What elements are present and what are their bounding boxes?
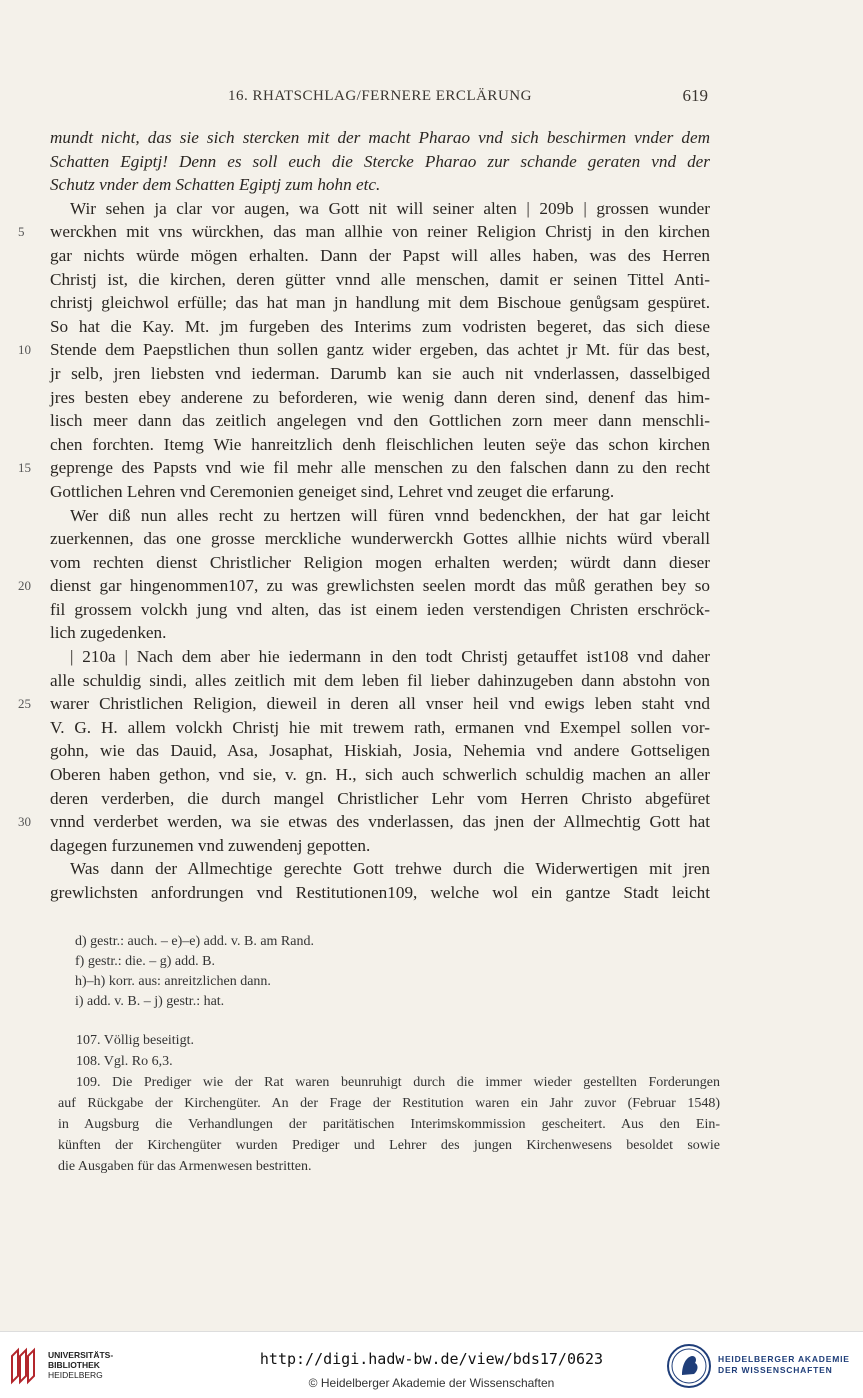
text-line [50, 362, 710, 386]
text-line [50, 763, 710, 787]
text-line [18, 692, 710, 716]
academy-seal-icon [666, 1343, 712, 1389]
line-number: 30 [18, 814, 31, 830]
text-line [50, 551, 710, 575]
text-line [50, 834, 710, 858]
line-text: jr selb, jren liebsten vnd iederman. Darumb kan sie auch nit vnderlassen, dasselbiged [50, 363, 710, 383]
line-text: gohn, wie das Dauid, Asa, Josaphat, Hiskiah, Josia, Nehemia vnd andere Gottseligen [50, 741, 710, 761]
textual-apparatus [75, 932, 715, 1012]
line-text: Wer diß nun alles recht zu hertzen will füren vnnd bedenckhen, der hat gar leicht [70, 505, 710, 525]
text-line [50, 881, 710, 905]
line-text: Oberen haben gethon, vnd sie, v. gn. H., sich auch schwerlich schuldig machen an aller [50, 765, 710, 785]
text-line [18, 810, 710, 834]
line-text: Schatten Egiptj! Denn es soll euch die Stercke Pharao zur schande geraten vnd der [50, 151, 710, 171]
line-text: lisch meer dann das zeitlich angelegen vnd den Gottlichen zorn meer dann menschli- [50, 411, 710, 431]
line-text: deren verderben, die durch mangel Christlicher Lehr vom Herren Christo abgefüret [50, 788, 710, 808]
page-number: 619 [682, 86, 708, 105]
text-line [50, 409, 710, 433]
text-line [50, 504, 710, 528]
text-line [50, 669, 710, 693]
line-number: 20 [18, 578, 31, 594]
footnote-line: 109. Die Prediger wie der Rat waren beunruhigt durch die immer wieder gestellten Forderungen [76, 1075, 720, 1090]
line-text: fil grossem volckh jung vnd alten, das ist einem ieden verstendigen Christen erschröck- [50, 599, 710, 619]
line-text: mundt nicht, das sie sich stercken mit der macht Pharao vnd sich beschirmen vnder dem [50, 128, 710, 147]
text-line [50, 739, 710, 763]
footnote-line: künften der Kirchengüter wurden Prediger und Lehrer des jungen Kirchenwesens besoldet sowie [58, 1138, 720, 1153]
text-line [50, 386, 710, 410]
text-line [18, 220, 710, 244]
text-line [50, 787, 710, 811]
line-text: Wir sehen ja clar vor augen, wa Gott nit will seiner alten | 209b | grossen wunder [70, 198, 710, 218]
line-text: lich zugedenken. [50, 623, 167, 643]
academy-name: HEIDELBERGER AKADEMIE DER WISSENSCHAFTEN [718, 1354, 850, 1375]
copyright-notice: © Heidelberger Akademie der Wissenschaften [308, 1376, 555, 1390]
line-text: Christj ist, die kirchen, deren gütter vnnd alle menschen, damit er seinen Tittel Anti- [50, 269, 710, 289]
line-text: geprenge des Papsts vnd wie fil mehr alle menschen zu den falschen dann zu den recht [50, 458, 710, 478]
line-text: jres besten ebey anderene zu beforderen, wie wenig dann deren sind, denenf das him- [50, 387, 710, 407]
line-text: Schutz vnder dem Schatten Egiptj zum hohn etc. [50, 175, 381, 195]
line-text: zuerkennen, das one grosse merckliche wunderwerckh Gottes allhie nichts würd vberall [50, 529, 710, 549]
text-line [50, 126, 710, 150]
text-line [18, 574, 710, 598]
line-text: warer Christlichen Religion, dieweil in deren all vnser heil vnd ewigs leben staht vnd [50, 694, 710, 714]
line-text: grewlichsten anfordrungen vnd Restitutionen109, welche wol ein gantze Stadt leicht [50, 883, 710, 902]
apparatus-note: i) add. v. B. – j) gestr.: hat. [75, 994, 225, 1009]
line-text: werckhen mit vns würckhen, das man allhie von reiner Religion Christj in den kirchen [50, 222, 710, 242]
university-library-name: UNIVERSITÄTS- BIBLIOTHEK HEIDELBERG [48, 1350, 114, 1380]
footnote-line: in Augsburg die Verhandlungen der paritätischen Interimskommission gescheitert. Aus den Ein- [58, 1117, 720, 1132]
text-line [50, 150, 710, 174]
text-line [50, 716, 710, 740]
footnote-line: die Ausgaben für das Armenwesen bestritten. [58, 1159, 312, 1174]
text-line [50, 645, 710, 669]
text-line [18, 338, 710, 362]
text-line [18, 456, 710, 480]
line-text: chen forchten. Itemg Wie hanreitzlich denh fleischlichen leuten seÿe das schon kirchen [50, 434, 710, 454]
text-line [50, 244, 710, 268]
line-text: dienst gar hingenommen107, zu was grewlichsten seelen mordt das můß gerathen bey so [50, 576, 710, 596]
text-line [50, 291, 710, 315]
line-number: 10 [18, 342, 31, 358]
line-text: Stende dem Paepstlichen thun sollen gantz wider ergeben, das achtet jr Mt. für das best, [50, 340, 710, 360]
text-line [50, 480, 710, 504]
line-text: vnnd verderbet werden, wa sie etwas des vnderlassen, das jnen der Allmechtig Gott hat [50, 812, 710, 832]
footnote-line: 108. Vgl. Ro 6,3. [76, 1054, 173, 1069]
apparatus-note: h)–h) korr. aus: anreitzlichen dann. [75, 974, 271, 989]
text-line [50, 197, 710, 221]
line-text: Was dann der Allmechtige gerechte Gott trehwe durch die Widerwertigen mit jren [70, 859, 710, 879]
line-text: alle schuldig sindi, alles zeitlich mit dem leben fil lieber dahinzugeben dann abstohn von [50, 670, 710, 690]
permalink-url[interactable]: http://digi.hadw-bw.de/view/bds17/0623 [259, 1350, 604, 1368]
viewer-footer [0, 1331, 863, 1398]
line-text: vom rechten dienst Christlicher Religion mogen erhalten werden; würdt dann dieser [50, 552, 710, 572]
footnote-line: auf Rückgabe der Kirchengüter. An der Frage der Restitution waren ein Jahr zuvor (Februar 1548) [58, 1096, 720, 1111]
text-line [50, 268, 710, 292]
text-line [50, 857, 710, 881]
line-text: christj gleichwol erfülle; das hat man jn handlung mit dem Bischoue genůgsam gespüret. [50, 293, 710, 313]
line-text: Gottlichen Lehren vnd Ceremonien geneiget sind, Lehret vnd zeuget die erfarung. [50, 481, 615, 501]
line-number: 25 [18, 696, 31, 712]
text-line [50, 598, 710, 622]
apparatus-note: f) gestr.: die. – g) add. B. [75, 954, 215, 969]
line-number: 5 [18, 224, 25, 240]
text-line [50, 527, 710, 551]
text-line [50, 621, 710, 645]
line-text: V. G. H. allem volckh Christj hie mit trewem rath, ermanen vnd Exempel sollen vor- [50, 717, 710, 737]
text-line [50, 433, 710, 457]
apparatus-note: d) gestr.: auch. – e)–e) add. v. B. am Rand. [75, 934, 314, 949]
line-text: So hat die Kay. Mt. jm furgeben des Interims zum vodristen begeret, das sich diese [50, 316, 710, 336]
line-text: dagegen furzunemen vnd zuwendenj gepotten. [50, 835, 371, 855]
footnotes [58, 1030, 720, 1177]
footnote-line: 107. Völlig beseitigt. [76, 1033, 194, 1048]
text-line [50, 315, 710, 339]
running-head: 16. RHATSCHLAG/FERNERE ERCLÄRUNG [228, 88, 532, 104]
line-number: 15 [18, 460, 31, 476]
text-line [50, 173, 710, 197]
line-text: | 210a | Nach dem aber hie iedermann in den todt Christj getauffet ist108 vnd daher [70, 647, 710, 667]
main-text [18, 126, 710, 905]
line-text: gar nichts würde mögen erhalten. Dann der Papst will alles haben, was des Herren [50, 245, 710, 265]
